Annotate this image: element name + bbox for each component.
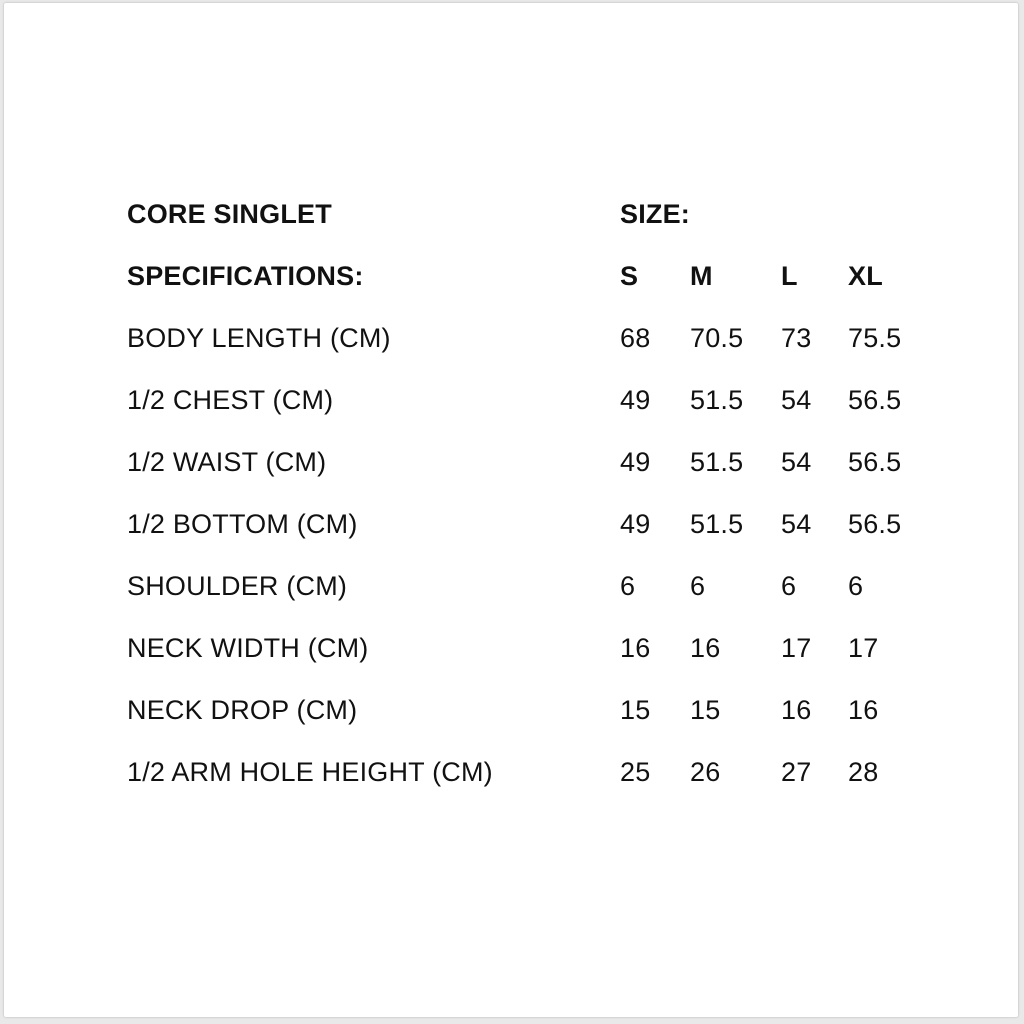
value-l: 54	[781, 385, 812, 415]
title-row	[4, 194, 1018, 234]
spec-label: 1/2 WAIST (CM)	[127, 447, 327, 477]
value-s: 25	[620, 757, 651, 787]
spec-label: 1/2 CHEST (CM)	[127, 385, 334, 415]
value-l: 6	[781, 571, 797, 601]
table-row	[4, 690, 1018, 730]
table-row	[4, 752, 1018, 792]
value-m: 51.5	[690, 385, 744, 415]
value-l: 17	[781, 633, 812, 663]
value-s: 15	[620, 695, 651, 725]
spec-label: NECK WIDTH (CM)	[127, 633, 369, 663]
table-row	[4, 318, 1018, 358]
value-xl: 6	[848, 571, 864, 601]
value-l: 54	[781, 509, 812, 539]
value-s: 6	[620, 571, 636, 601]
value-s: 49	[620, 509, 651, 539]
size-header-m: M	[690, 261, 713, 291]
value-l: 73	[781, 323, 812, 353]
value-l: 54	[781, 447, 812, 477]
value-s: 49	[620, 385, 651, 415]
table-row	[4, 380, 1018, 420]
value-m: 15	[690, 695, 721, 725]
table-row	[4, 504, 1018, 544]
specifications-label: SPECIFICATIONS:	[127, 261, 364, 291]
size-chart-card	[4, 3, 1018, 1017]
value-s: 68	[620, 323, 651, 353]
size-header-xl: XL	[848, 261, 883, 291]
header-row	[4, 256, 1018, 296]
value-m: 6	[690, 571, 706, 601]
value-m: 51.5	[690, 509, 744, 539]
value-xl: 56.5	[848, 385, 902, 415]
value-xl: 56.5	[848, 509, 902, 539]
size-label: SIZE:	[620, 199, 691, 229]
spec-label: BODY LENGTH (CM)	[127, 323, 391, 353]
value-xl: 17	[848, 633, 879, 663]
spec-label: NECK DROP (CM)	[127, 695, 358, 725]
spec-label: 1/2 BOTTOM (CM)	[127, 509, 358, 539]
table-row	[4, 628, 1018, 668]
spec-label: 1/2 ARM HOLE HEIGHT (CM)	[127, 757, 493, 787]
value-m: 16	[690, 633, 721, 663]
spec-label: SHOULDER (CM)	[127, 571, 348, 601]
value-s: 16	[620, 633, 651, 663]
table-row	[4, 442, 1018, 482]
size-header-l: L	[781, 261, 798, 291]
value-xl: 56.5	[848, 447, 902, 477]
size-chart-table	[4, 3, 1018, 1017]
value-xl: 16	[848, 695, 879, 725]
value-m: 26	[690, 757, 721, 787]
value-xl: 28	[848, 757, 879, 787]
value-l: 27	[781, 757, 812, 787]
product-title: CORE SINGLET	[127, 199, 332, 229]
value-m: 70.5	[690, 323, 744, 353]
value-l: 16	[781, 695, 812, 725]
table-row	[4, 566, 1018, 606]
value-xl: 75.5	[848, 323, 902, 353]
size-header-s: S	[620, 261, 639, 291]
value-m: 51.5	[690, 447, 744, 477]
value-s: 49	[620, 447, 651, 477]
